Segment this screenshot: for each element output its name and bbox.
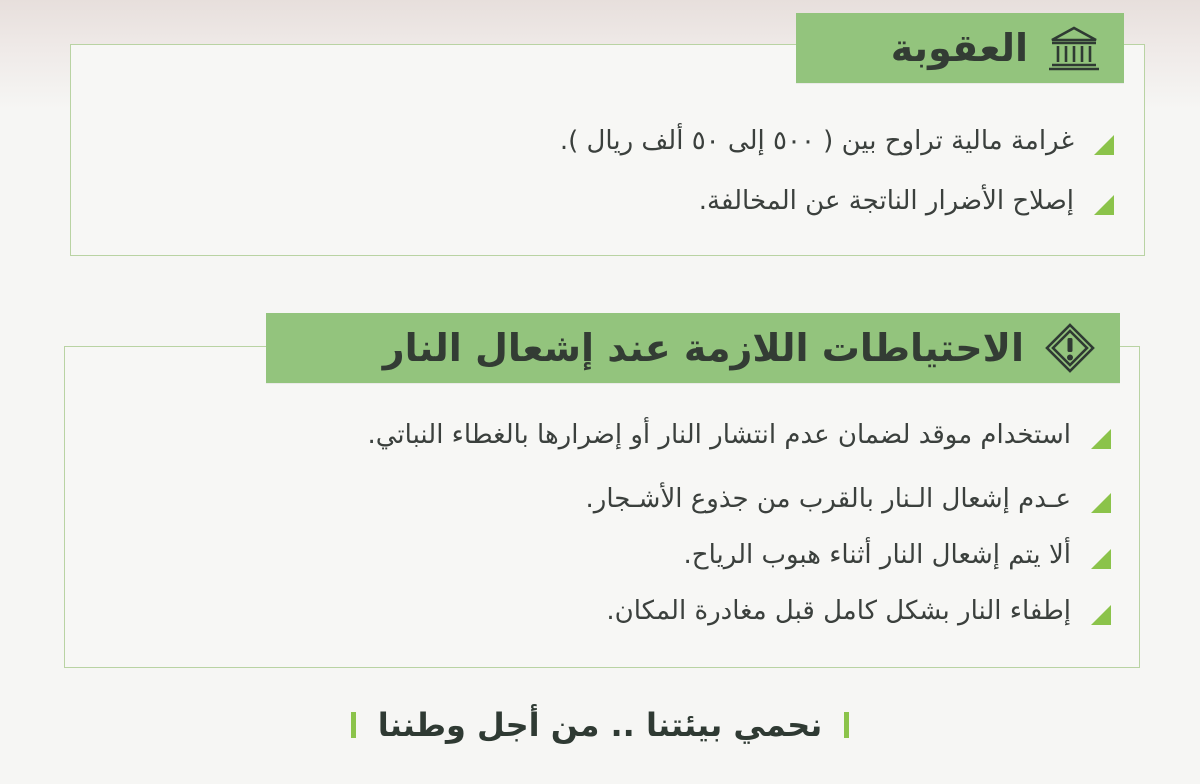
bullet-triangle-icon [1094,135,1114,155]
precaution-item-text: استخدام موقد لضمان عدم انتشار النار أو إضرارها بالغطاء النباتي. [367,420,1071,450]
penalty-item-text: إصلاح الأضرار الناتجة عن المخالفة. [698,186,1074,216]
bullet-triangle-icon [1094,195,1114,215]
precaution-item-text: إطفاء النار بشكل كامل قبل مغادرة المكان. [606,596,1071,626]
precautions-header [266,313,1120,383]
penalty-item [560,125,1114,158]
bullet-triangle-icon [1091,493,1111,513]
slogan-bar-left [351,712,356,738]
bullet-triangle-icon [1091,549,1111,569]
penalty-title: العقوبة [890,26,1028,70]
precautions-title: الاحتياطات اللازمة عند إشعال النار [382,326,1024,370]
precaution-item [586,483,1111,516]
penalty-item [699,185,1114,218]
bullet-triangle-icon [1091,605,1111,625]
warning-diamond-icon [1042,320,1098,376]
slogan-text: نحمي بيئتنا .. من أجل وطننا [377,706,823,744]
precaution-item [367,419,1111,452]
precautions-section [64,346,1140,668]
penalty-header [796,13,1124,83]
precaution-item [606,595,1111,628]
precaution-item-text: عـدم إشعال الـنار بالقرب من جذوع الأشـجار. [585,484,1071,514]
government-building-icon [1046,20,1102,76]
precaution-item-text: ألا يتم إشعال النار أثناء هبوب الرياح. [683,540,1071,570]
bullet-triangle-icon [1091,429,1111,449]
precaution-item [684,539,1111,572]
penalty-item-text: غرامة مالية تراوح بين ( ٥٠٠ إلى ٥٠ ألف ريال ). [559,126,1074,156]
footer-slogan [0,700,1200,750]
slogan-bar-right [844,712,849,738]
